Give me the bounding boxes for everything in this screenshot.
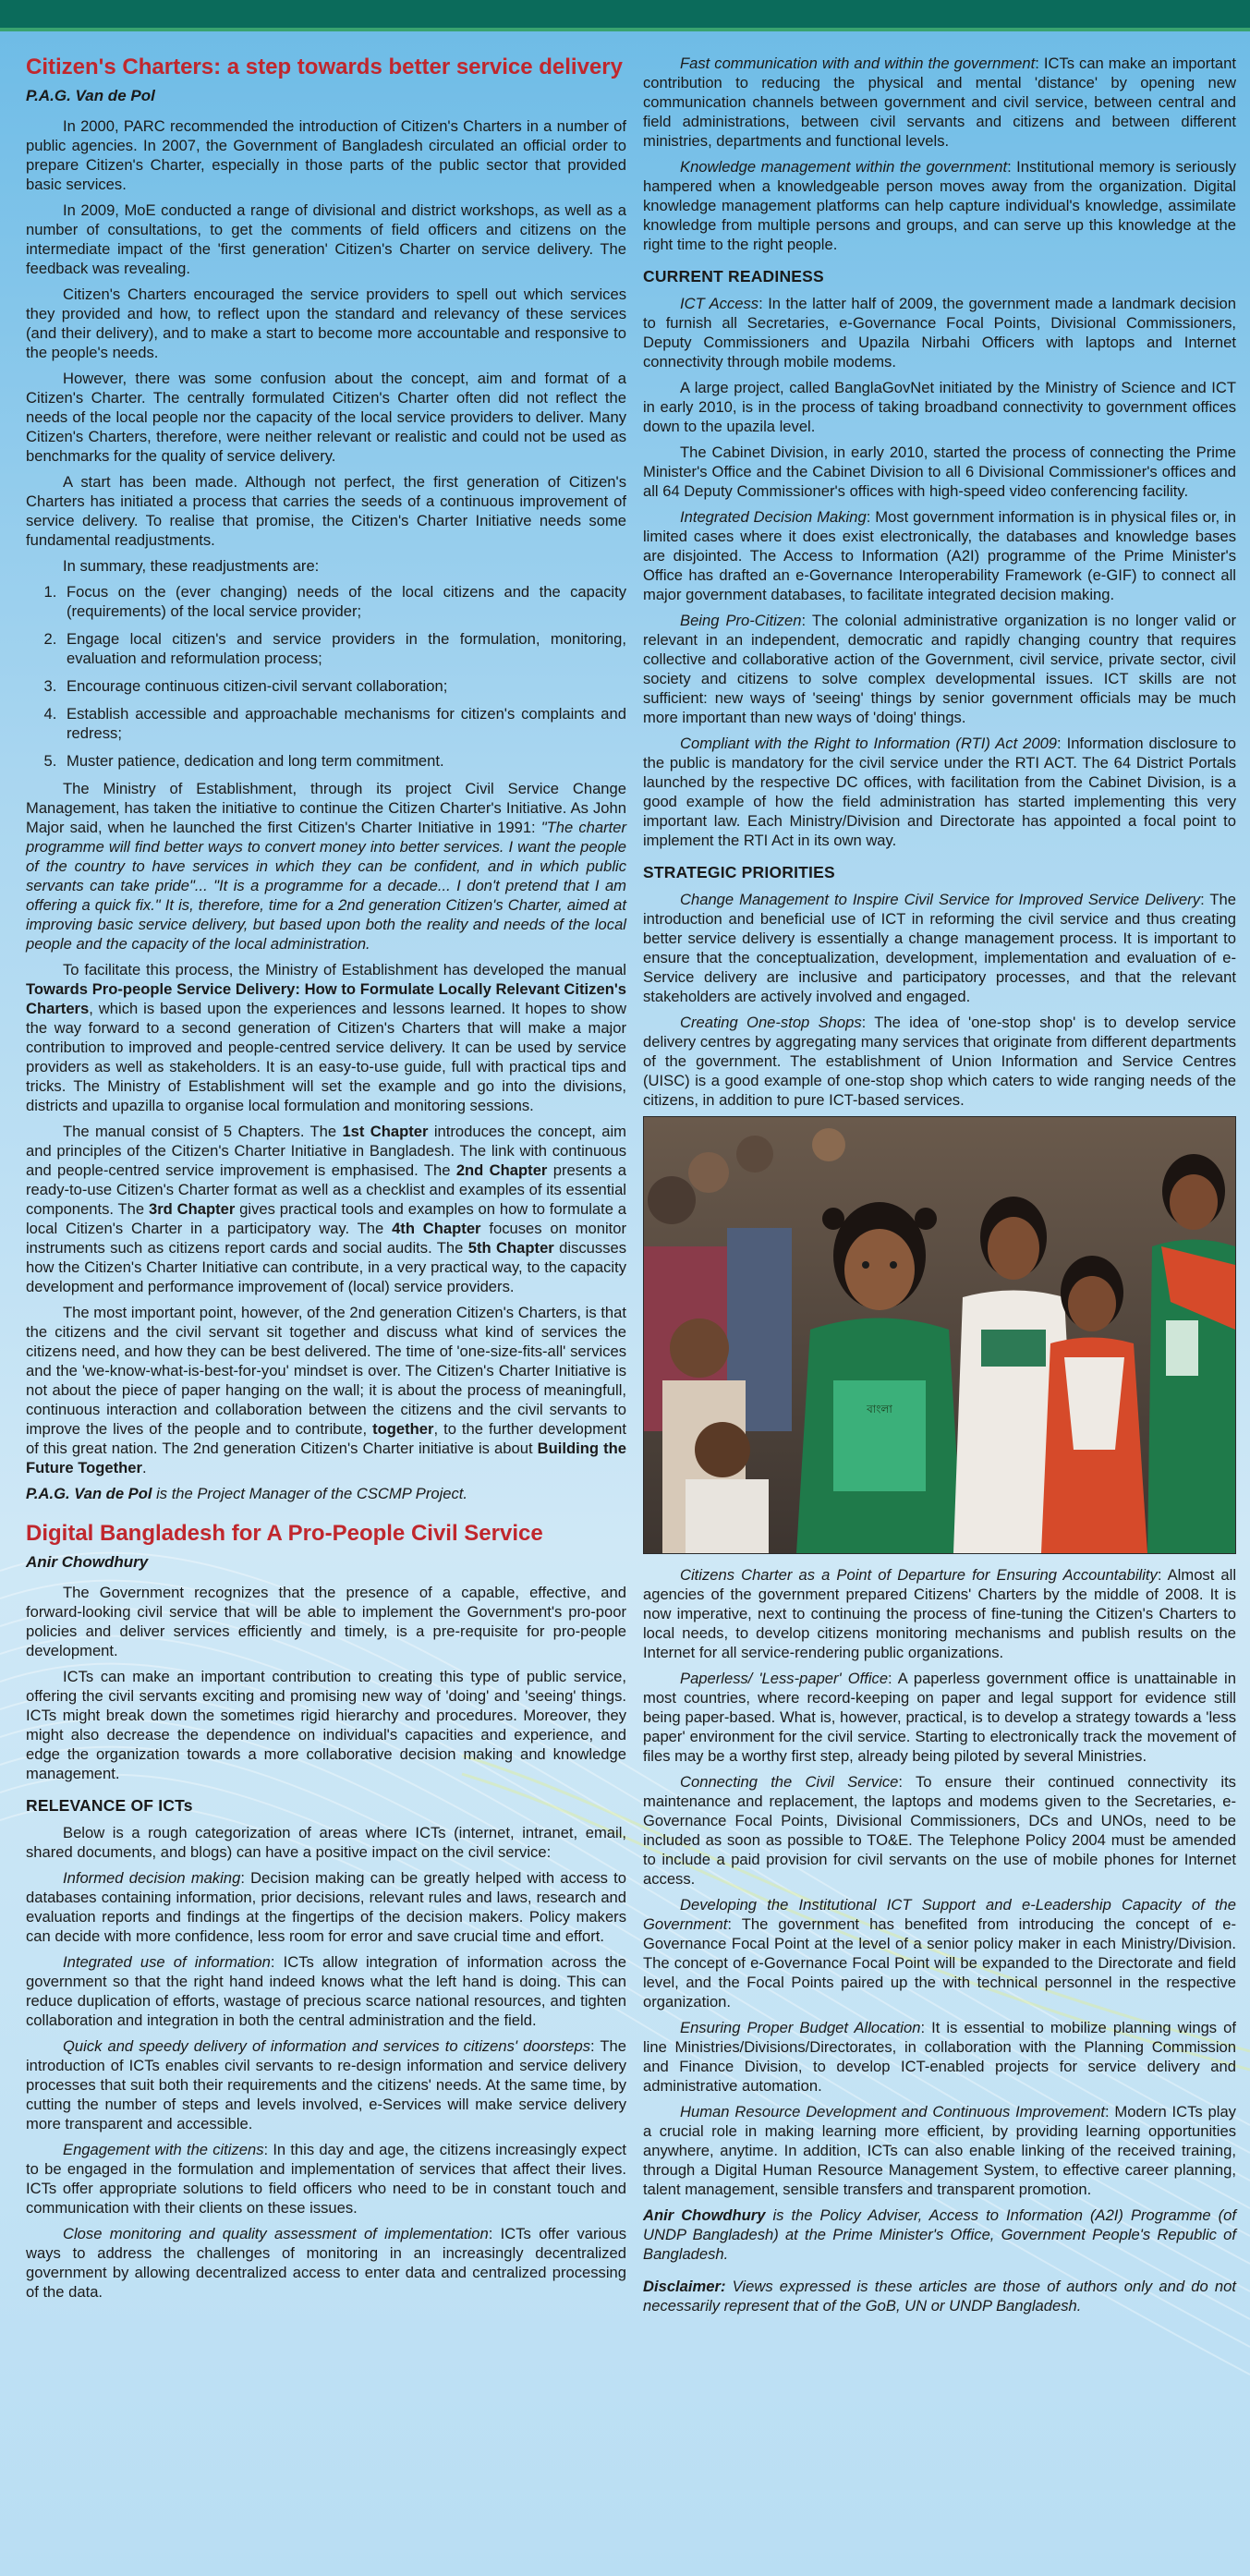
text-run: : The introduction of ICTs enables civil servants to re-design information and service delivery processes that suit both their requirements and the citizens' needs. At the same time, by cutting the number of steps and levels involved, e-Services will make service delivery more transparent and accessible. xyxy=(26,2037,627,2132)
article2-title: Digital Bangladesh for A Pro-People Civil Service xyxy=(26,1521,543,1546)
disclaimer-label: Disclaimer: xyxy=(643,2278,726,2295)
right-column xyxy=(643,54,1236,2322)
article1-paragraph xyxy=(26,1122,626,1296)
article1-paragraph: In summary, these readjustments are: xyxy=(63,557,320,575)
list-item: 1. Focus on the (ever changing) needs of the local citizens and the capacity (requirements) of the local service provider; xyxy=(61,582,626,621)
article1-paragraph: However, there was some confusion about the concept, aim and format of a Citizen's Charter. The centrally formulated Citizen's Charter often did not reflect the needs of the local people nor the capacity of the local service providers to deliver. Many Citizen's Charters, therefore, were neither relevant or realistic and could not be used as benchmarks for the quality of service delivery. xyxy=(26,370,626,465)
article1-title: Citizen's Charters: a step towards better service delivery xyxy=(26,55,623,79)
lead-phrase: Quick and speedy delivery of information and services to citizens' doorsteps xyxy=(63,2037,591,2055)
article2-paragraph: The Cabinet Division, in early 2010, started the process of connecting the Prime Minister's Office and the Cabinet Division to all 6 Divisional Commissioner's offices and all 64 Deputy Commissioner's offices with high-speed video conferencing facility. xyxy=(643,444,1236,500)
article1-paragraph: In 2009, MoE conducted a range of divisional and district workshops, as well as a number of consultations, to get the comments of field officers and citizens on the intermediate impact of the 'first generation' Citizen's Charter on service delivery. The feedback was revealing. xyxy=(26,201,626,277)
chapter-label: 4th Chapter xyxy=(392,1220,481,1237)
left-column xyxy=(26,44,626,2308)
emphasis: Building the Future Together xyxy=(26,1440,626,1476)
article2-author: Anir Chowdhury xyxy=(26,1553,149,1571)
text-run: : In this day and age, the citizens increasingly expect to be engaged in the formulation and implementation of services that affect their lives. ICTs offer appropriate solutions to field officers who need to be in constant touch and communication with their clients on these issues. xyxy=(26,2141,626,2217)
book-label: বাংলা xyxy=(867,1403,892,1416)
article2-paragraph xyxy=(26,1952,626,2030)
lead-phrase: Creating One-stop Shops xyxy=(680,1014,862,1031)
article2-author-note xyxy=(643,2205,1236,2264)
text-run: is the Policy Adviser, Access to Information (A2I) Programme (of UNDP Bangladesh) at the Prime Minister's Office, Government People's Republic of Bangladesh. xyxy=(643,2206,1237,2263)
lead-phrase: Knowledge management within the government xyxy=(680,158,1008,176)
article1-author-note xyxy=(26,1484,626,1503)
author-name: Anir Chowdhury xyxy=(643,2206,766,2224)
list-item: 3. Encourage continuous citizen-civil servant collaboration; xyxy=(61,676,626,696)
text-run: introduces the concept, aim and principles of the Citizen's Charter Initiative in Bangladesh. The link with continuous and people-centred service improvement is emphasised. The xyxy=(26,1123,626,1179)
article1-paragraph xyxy=(26,779,626,954)
section-heading-relevance: RELEVANCE OF ICTs xyxy=(26,1796,193,1815)
text-run: : Institutional memory is seriously hampered when a knowledgeable person moves away from the organization. Digital knowledge management platforms can help capture individual's knowledge, assimilate knowledge from multiple persons and groups, and can serve up this knowledge at the right time to the right people. xyxy=(643,158,1236,253)
list-item: 2. Engage local citizen's and service providers in the formulation, monitoring, evaluation and reformulation process; xyxy=(61,629,626,668)
text-run: . xyxy=(141,1459,147,1476)
text-run: The manual consist of 5 Chapters. The xyxy=(63,1123,343,1140)
text-run: : To ensure their continued connectivity its maintenance and replacement, the laptops and modems given to the Secretaries, e-Governance Focal Points, Divisional Commissioners, DCs and UNOs, need to be included as soon as possible to TO&E. The Telephone Policy 2004 must be amended to include a paid provision for civil servants on the use of mobile phones for Internet access. xyxy=(643,1773,1236,1888)
section-heading-priorities: STRATEGIC PRIORITIES xyxy=(643,863,835,881)
top-banner-stripe xyxy=(0,28,1250,31)
article2-paragraph xyxy=(643,2018,1236,2096)
text-run: gives practical tools and examples on how to formulate a local Citizen's Charter in a participatory way. The xyxy=(26,1200,626,1237)
lead-phrase: Informed decision making xyxy=(63,1869,241,1887)
list-item: 4. Establish accessible and approachable mechanisms for citizen's complaints and redress; xyxy=(61,704,626,743)
text-run: is the Project Manager of the CSCMP Project. xyxy=(152,1485,468,1502)
disclaimer xyxy=(643,2277,1236,2315)
text-run: : Almost all agencies of the government prepared Citizens' Charters by the middle of 2008. It is now imperative, next to continuing the process of fine-tuning the Citizen's Charters to local needs, to develop citizens monitoring mechanisms and publish results on the Internet for all service-rendering public organizations. xyxy=(643,1566,1236,1661)
text-run: , to the further development of this great nation. The 2nd generation Citizen's Charter initiative is about xyxy=(26,1420,626,1457)
text-run: : The government has benefited from introducing the concept of e-Governance Focal Point at the level of a senior policy maker in each Ministry/Division. The concept of e-Governance Focal Point will be expanded to the Directorate and field level, and the Focal Points paired up the with technical personnel in the respective organization. xyxy=(643,1915,1236,2011)
text-run: : A paperless government office is unattainable in most countries, where record-keeping on paper and legal support for evidence still being paper-based. What is, however, practical, is to develop a strategy towards a 'less paper' environment for the civil service. Starting to electronically track the movement of files may be a worthy first step, already being piloted by several Ministries. xyxy=(643,1670,1236,1765)
article2-paragraph xyxy=(643,1565,1236,1662)
text-run: : ICTs can make an important contribution to reducing the physical and mental 'distance' by opening new communication channels between government and civil service, between central and field administrations, between civil servants and citizens and between different ministries, departments and functional levels. xyxy=(643,55,1237,150)
john-major-quote: "The charter programme will find better ways to convert money into better services. I want the people of the country to have services in which they can be confident, and in which public servants can take pride"... "It is a programme for a decade... I don't pretend that I am offering a quick fix." It is, therefore, time for a 2nd generation Citizen's Charter, aimed at improving basic service delivery, but based upon both the reality and needs of the local people and the capacity of the local administration. xyxy=(26,819,626,953)
chapter-label: 2nd Chapter xyxy=(455,1161,548,1179)
text-run: discusses how the Citizen's Charter Initiative can contribute, in a very practical way, to the capacity development and performance improvement of (local) service providers. xyxy=(26,1239,627,1295)
article2-paragraph: ICTs can make an important contribution to creating this type of public service, offering the civil servants exciting and promising new way of 'doing' and 'seeing' things. ICTs might break down the sometimes rigid hierarchy and procedures. Moreover, they might also decrease the dependence on individual's capacities and experience, and edge the organization towards a more collaborative decision making and knowledge management. xyxy=(26,1668,626,1782)
lead-phrase: ICT Access xyxy=(680,295,759,312)
article1-paragraph: Citizen's Charters encouraged the service providers to spell out which services they provided and how, to reflect upon the standard and relevancy of these services (and their delivery), and to make a start to become more accountable and responsive to the people's needs. xyxy=(26,286,626,361)
article2-paragraph xyxy=(26,1868,626,1946)
top-banner-bar xyxy=(0,0,1250,28)
text-run: : The introduction and beneficial use of ICT in reforming the civil service and thus creating better service delivery is essentially a change management process. It is important to ensure that the conceptualization, development, implementation and evaluation of e-Service delivery are inclusive and participatory processes, and that the relevant stakeholders are actively involved and engaged. xyxy=(643,891,1236,1005)
text-run: : Most government information is in physical files or, in limited cases where it does exist electronically, the databases and knowledge bases are disjointed. The Access to Information (A2I) programme of the Prime Minister's Office has drafted an e-Governance Interoperability Framework (e-GIF) to connect all major government databases, to facilitate integrated decision making. xyxy=(643,508,1236,603)
article2-paragraph: The Government recognizes that the presence of a capable, effective, and forward-looking civil service that will be able to implement the Government's pro-poor policies and deliver services efficiently and timely, is a pre-requisite for pro-people development. xyxy=(26,1584,626,1659)
text-run: To facilitate this process, the Ministry of Establishment has developed the manual xyxy=(63,961,626,978)
lead-phrase: Ensuring Proper Budget Allocation xyxy=(680,2019,921,2036)
article2-paragraph xyxy=(26,2036,626,2133)
lead-phrase: Human Resource Development and Continuous Improvement xyxy=(680,2103,1105,2120)
chapter-label: 5th Chapter xyxy=(467,1239,554,1257)
lead-phrase: Integrated use of information xyxy=(63,1953,271,1971)
author-name: P.A.G. Van de Pol xyxy=(26,1485,152,1502)
schoolchildren-photo xyxy=(643,1116,1236,1554)
text-run: : ICTs allow integration of information across the government so that the right hand indeed knows what the left hand is doing. This can reduce duplication of efforts, wastage of precious scarce national resources, and tighten collaboration and integration in both the central administration and the field. xyxy=(26,1953,626,2029)
article2-paragraph xyxy=(643,1013,1236,1110)
lead-phrase: Close monitoring and quality assessment of implementation xyxy=(63,2225,489,2242)
article2-paragraph xyxy=(643,294,1236,371)
text-run: : Decision making can be greatly helped with access to databases containing information, prior decisions, relevant rules and laws, research and evaluation reports and findings at the fingertips of the decision makers. Policy makers can decide with more confidence, less room for error and save crucial time and effort. xyxy=(26,1869,626,1945)
article1-paragraph xyxy=(26,1303,626,1477)
article2-paragraph xyxy=(643,2102,1236,2199)
text-run: : Information disclosure to the public is mandatory for the civil service under the RTI ACT. The 64 District Portals launched by the respective DC offices, with facilitation from the Cabinet Division, is a good example of how the field administration has started implementing this very important law. Each Ministry/Division and Directorate has appointed a focal point to implement the RTI Act in its own way. xyxy=(643,735,1236,849)
text-run: : In the latter half of 2009, the government made a landmark decision to furnish all Secretaries, e-Governance Focal Points, Divisional Commissioners, Deputy Commissioners and Upazila Nirbahi Officers with laptops and Internet connectivity through mobile modems. xyxy=(643,295,1236,371)
lead-phrase: Citizens Charter as a Point of Departure for Ensuring Accountability xyxy=(680,1566,1158,1584)
text-run: : It is essential to mobilize planning wings of line Ministries/Divisions/Directorates, in collaboration with the Planning Commission and Finance Division, to develop ICT-enabled projects for service delivery and administrative automation. xyxy=(643,2019,1236,2095)
list-item: 5. Muster patience, dedication and long term commitment. xyxy=(61,751,626,771)
text-run: : Modern ICTs play a crucial role in making learning more efficient, by providing learning opportunities anywhere, anytime. In addition, ICTs can also enable linking of the received training, through a Digital Human Resource Management System, to effective career planning, talent management, sensible transfers and transparent promotion. xyxy=(643,2103,1236,2198)
article1-paragraph: In 2000, PARC recommended the introduction of Citizen's Charters in a number of public agencies. In 2007, the Government of Bangladesh circulated an official order to prepare Citizen's Charter, especially in those parts of the public sector that provided basic services. xyxy=(26,117,626,193)
lead-phrase: Connecting the Civil Service xyxy=(680,1773,899,1791)
article1-paragraph: A start has been made. Although not perfect, the first generation of Citizen's Charters has initiated a process that carries the seeds of a continuous improvement of service delivery. To realise that promise, the Citizen's Charter Initiative needs some fundamental readjustments. xyxy=(26,473,626,549)
text-run: presents a ready-to-use Citizen's Charter format as well as a checklist and examples of its essential components. The xyxy=(26,1161,627,1218)
disclaimer-text: Views expressed is these articles are those of authors only and do not necessarily represent that of the GoB, UN or UNDP Bangladesh. xyxy=(643,2278,1236,2315)
lead-phrase: Integrated Decision Making xyxy=(680,508,867,526)
text-run: The Ministry of Establishment, through its project Civil Service Change Management, has taken the initiative to continue the Citizen Charter's Initiative. As John Major said, when he launched the first Citizen's Charter Initiative in 1991: xyxy=(26,780,626,836)
article1-paragraph xyxy=(26,960,626,1115)
article2-paragraph xyxy=(643,890,1236,1006)
chapter-label: 1st Chapter xyxy=(342,1123,429,1140)
lead-phrase: Being Pro-Citizen xyxy=(680,612,802,629)
text-run: focuses on monitor instruments such as citizens report cards and social audits. The xyxy=(26,1220,627,1257)
text-run: The most important point, however, of the 2nd generation Citizen's Charters, is that the citizens and the civil servant sit together and discuss what kind of services the citizens need, and how they can be best delivered. The time of 'one-size-fits-all' services and the 'we-know-what-is-best-for-you' mindset is over. The Citizen's Charter Initiative is not about the piece of paper hanging on the wall; it is about the process of meaningfull, continuous interaction and collaboration between the citizens and the civil servants to improve the lives of the people and to contribute, xyxy=(26,1304,626,1438)
lead-phrase: Change Management to Inspire Civil Service for Improved Service Delivery xyxy=(680,891,1201,908)
lead-phrase: Paperless/ 'Less-paper' Office xyxy=(680,1670,889,1687)
article2-paragraph xyxy=(643,157,1236,254)
article2-paragraph xyxy=(643,611,1236,727)
lead-phrase: Developing the Institutional ICT Support and e-Leadership Capacity of the Government xyxy=(643,1896,1236,1933)
article2-paragraph xyxy=(643,54,1236,151)
article2-paragraph xyxy=(26,2140,626,2218)
article2-paragraph: Below is a rough categorization of areas where ICTs (internet, intranet, email, shared documents, and blogs) can have a positive impact on the civil service: xyxy=(26,1824,626,1861)
article1-author: P.A.G. Van de Pol xyxy=(26,87,155,104)
article2-paragraph xyxy=(26,2224,626,2302)
manual-title: Towards Pro-people Service Delivery: How to Formulate Locally Relevant Citizen's Charters xyxy=(26,980,626,1017)
text-run: : The idea of 'one-stop shop' is to develop service delivery centres by aggregating many services that originate from different departments of the government. The establishment of Union Information and Service Centres (UISC) is a good example of one-stop shop which caters to wide ranging needs of the citizens, in addition to pure ICT-based services. xyxy=(643,1014,1236,1109)
text-run: : The colonial administrative organization is no longer valid or relevant in an independent, democratic and rapidly changing country that requires collective and collaborative action of the Government, civil service, private sector, civil society and citizens to solve complex developmental issues. ICT skills are not sufficient: new ways of 'seeing' things by senior government officials may be much more important than new ways of 'doing' things. xyxy=(643,612,1237,726)
chapter-label: 3rd Chapter xyxy=(148,1200,236,1218)
article2-paragraph xyxy=(643,1895,1236,2011)
article2-paragraph xyxy=(643,507,1236,604)
text-run: : ICTs offer various ways to address the challenges of monitoring in an increasingly decentralized government by allowing decentralized access to enter data and centralized processing of the data. xyxy=(26,2225,626,2301)
lead-phrase: Fast communication with and within the government xyxy=(680,55,1036,72)
article2-paragraph xyxy=(643,1772,1236,1889)
article2-paragraph xyxy=(643,734,1236,850)
text-run: , which is based upon the experiences and lessons learned. It hopes to show the way forward to a second generation of Citizen's Charters that will make a major contribution to improved and people-centred service delivery. It can be used by service providers as well as stakeholders. It is an easy-to-use guide, full with practical tips and tricks. The Ministry of Establishment will set the example and go into the divisions, districts and upazilla to organise local formulation and monitoring sessions. xyxy=(26,1000,626,1114)
readjustments-list xyxy=(26,582,626,771)
section-heading-readiness: CURRENT READINESS xyxy=(643,267,824,286)
lead-phrase: Engagement with the citizens xyxy=(63,2141,264,2158)
lead-phrase: Compliant with the Right to Information (RTI) Act 2009 xyxy=(680,735,1058,752)
article2-paragraph: A large project, called BanglaGovNet initiated by the Ministry of Science and ICT in early 2010, is in the process of taking broadband connectivity to government offices down to the upazila level. xyxy=(643,379,1236,435)
emphasis: together xyxy=(372,1420,434,1438)
article2-paragraph xyxy=(643,1669,1236,1766)
